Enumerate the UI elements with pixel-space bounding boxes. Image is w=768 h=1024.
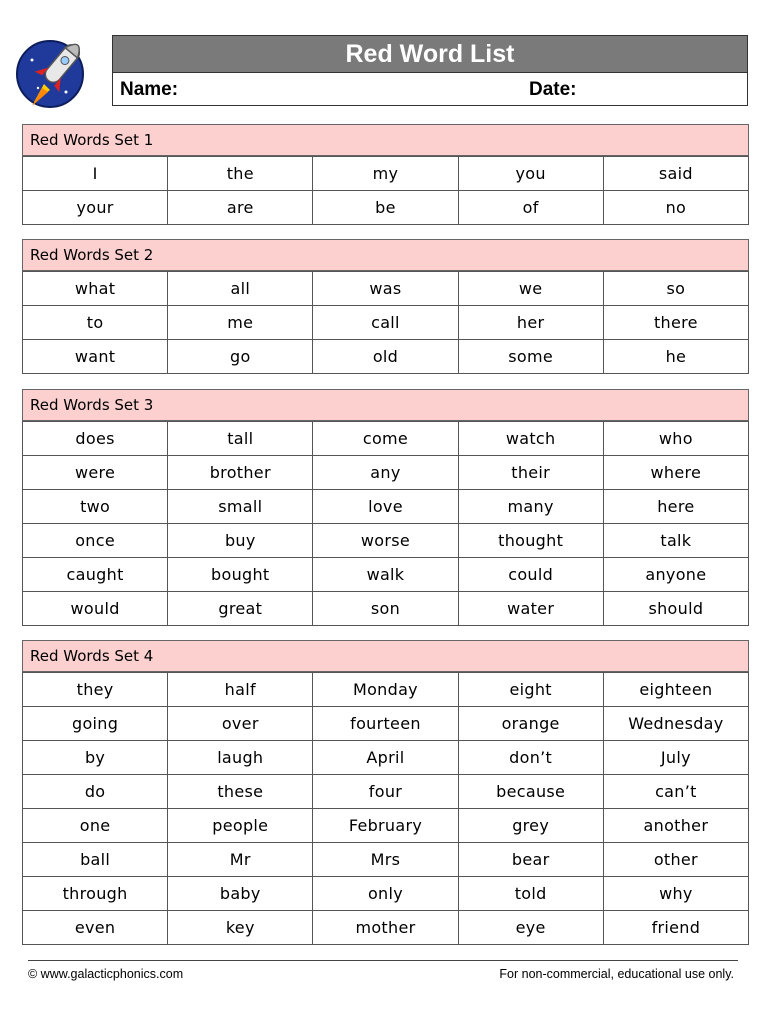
word-cell: Wednesday bbox=[603, 707, 748, 741]
footer-usage-note: For non-commercial, educational use only. bbox=[499, 967, 734, 981]
page-title: Red Word List bbox=[113, 36, 747, 73]
word-cell: me bbox=[168, 306, 313, 340]
word-cell: key bbox=[168, 911, 313, 945]
word-table bbox=[22, 271, 749, 374]
date-label: Date: bbox=[529, 79, 577, 100]
word-cell: want bbox=[23, 340, 168, 374]
table-row bbox=[23, 524, 749, 558]
table-row bbox=[23, 191, 749, 225]
table-row bbox=[23, 911, 749, 945]
table-row bbox=[23, 707, 749, 741]
word-cell: he bbox=[603, 340, 748, 374]
rocket-icon bbox=[14, 26, 96, 112]
word-cell: said bbox=[603, 157, 748, 191]
word-cell: tall bbox=[168, 422, 313, 456]
word-cell: even bbox=[23, 911, 168, 945]
word-cell: another bbox=[603, 809, 748, 843]
word-cell: what bbox=[23, 272, 168, 306]
word-cell: some bbox=[458, 340, 603, 374]
table-row bbox=[23, 558, 749, 592]
word-cell: caught bbox=[23, 558, 168, 592]
table-row bbox=[23, 306, 749, 340]
word-cell: can’t bbox=[603, 775, 748, 809]
table-row bbox=[23, 272, 749, 306]
red-words-set-3 bbox=[22, 389, 749, 626]
word-cell: who bbox=[603, 422, 748, 456]
table-row bbox=[23, 775, 749, 809]
word-cell: could bbox=[458, 558, 603, 592]
word-table bbox=[22, 672, 749, 945]
word-cell: we bbox=[458, 272, 603, 306]
table-row bbox=[23, 843, 749, 877]
word-cell: there bbox=[603, 306, 748, 340]
word-cell: go bbox=[168, 340, 313, 374]
word-cell: my bbox=[313, 157, 458, 191]
table-row bbox=[23, 673, 749, 707]
word-cell: buy bbox=[168, 524, 313, 558]
word-cell: be bbox=[313, 191, 458, 225]
word-cell: of bbox=[458, 191, 603, 225]
footer-divider bbox=[28, 960, 738, 961]
word-cell: once bbox=[23, 524, 168, 558]
word-cell: no bbox=[603, 191, 748, 225]
header-box bbox=[112, 35, 748, 106]
word-cell: many bbox=[458, 490, 603, 524]
word-cell: only bbox=[313, 877, 458, 911]
word-cell: to bbox=[23, 306, 168, 340]
word-cell: bought bbox=[168, 558, 313, 592]
word-cell: worse bbox=[313, 524, 458, 558]
red-words-set-2 bbox=[22, 239, 749, 374]
table-row bbox=[23, 490, 749, 524]
table-row bbox=[23, 157, 749, 191]
word-cell: were bbox=[23, 456, 168, 490]
word-cell: why bbox=[603, 877, 748, 911]
word-cell: brother bbox=[168, 456, 313, 490]
word-cell: great bbox=[168, 592, 313, 626]
word-cell: orange bbox=[458, 707, 603, 741]
red-words-set-1 bbox=[22, 124, 749, 225]
word-cell: fourteen bbox=[313, 707, 458, 741]
set-header: Red Words Set 2 bbox=[22, 239, 749, 271]
word-cell: baby bbox=[168, 877, 313, 911]
word-cell: their bbox=[458, 456, 603, 490]
word-cell: Mr bbox=[168, 843, 313, 877]
word-cell: Mrs bbox=[313, 843, 458, 877]
word-cell: here bbox=[603, 490, 748, 524]
word-cell: I bbox=[23, 157, 168, 191]
name-label: Name: bbox=[120, 79, 179, 100]
name-date-row bbox=[113, 73, 747, 107]
word-cell: son bbox=[313, 592, 458, 626]
word-cell: Monday bbox=[313, 673, 458, 707]
table-row bbox=[23, 592, 749, 626]
word-cell: ball bbox=[23, 843, 168, 877]
set-header: Red Words Set 1 bbox=[22, 124, 749, 156]
word-cell: anyone bbox=[603, 558, 748, 592]
word-cell: call bbox=[313, 306, 458, 340]
word-table bbox=[22, 421, 749, 626]
word-cell: all bbox=[168, 272, 313, 306]
word-cell: eighteen bbox=[603, 673, 748, 707]
word-cell: would bbox=[23, 592, 168, 626]
word-table bbox=[22, 156, 749, 225]
word-cell: does bbox=[23, 422, 168, 456]
word-cell: one bbox=[23, 809, 168, 843]
word-cell: two bbox=[23, 490, 168, 524]
word-cell: bear bbox=[458, 843, 603, 877]
word-cell: the bbox=[168, 157, 313, 191]
word-cell: these bbox=[168, 775, 313, 809]
table-row bbox=[23, 456, 749, 490]
footer-copyright: © www.galacticphonics.com bbox=[28, 967, 184, 981]
word-cell: your bbox=[23, 191, 168, 225]
red-words-set-4 bbox=[22, 640, 749, 945]
word-cell: told bbox=[458, 877, 603, 911]
table-row bbox=[23, 340, 749, 374]
word-cell: eight bbox=[458, 673, 603, 707]
word-cell: through bbox=[23, 877, 168, 911]
word-cell: thought bbox=[458, 524, 603, 558]
table-row bbox=[23, 422, 749, 456]
word-cell: July bbox=[603, 741, 748, 775]
word-cell: you bbox=[458, 157, 603, 191]
table-row bbox=[23, 741, 749, 775]
word-cell: because bbox=[458, 775, 603, 809]
word-cell: love bbox=[313, 490, 458, 524]
word-cell: February bbox=[313, 809, 458, 843]
word-cell: so bbox=[603, 272, 748, 306]
set-header: Red Words Set 3 bbox=[22, 389, 749, 421]
word-cell: old bbox=[313, 340, 458, 374]
word-cell: her bbox=[458, 306, 603, 340]
word-cell: watch bbox=[458, 422, 603, 456]
word-cell: walk bbox=[313, 558, 458, 592]
word-cell: where bbox=[603, 456, 748, 490]
word-cell: should bbox=[603, 592, 748, 626]
word-cell: other bbox=[603, 843, 748, 877]
word-cell: laugh bbox=[168, 741, 313, 775]
word-cell: are bbox=[168, 191, 313, 225]
word-cell: mother bbox=[313, 911, 458, 945]
set-header: Red Words Set 4 bbox=[22, 640, 749, 672]
word-cell: April bbox=[313, 741, 458, 775]
word-cell: talk bbox=[603, 524, 748, 558]
word-cell: friend bbox=[603, 911, 748, 945]
word-cell: going bbox=[23, 707, 168, 741]
table-row bbox=[23, 809, 749, 843]
word-cell: was bbox=[313, 272, 458, 306]
table-row bbox=[23, 877, 749, 911]
word-cell: four bbox=[313, 775, 458, 809]
word-cell: people bbox=[168, 809, 313, 843]
word-cell: small bbox=[168, 490, 313, 524]
word-cell: do bbox=[23, 775, 168, 809]
word-cell: by bbox=[23, 741, 168, 775]
word-cell: they bbox=[23, 673, 168, 707]
word-cell: don’t bbox=[458, 741, 603, 775]
word-cell: come bbox=[313, 422, 458, 456]
word-cell: eye bbox=[458, 911, 603, 945]
word-cell: over bbox=[168, 707, 313, 741]
word-cell: any bbox=[313, 456, 458, 490]
word-cell: grey bbox=[458, 809, 603, 843]
word-cell: half bbox=[168, 673, 313, 707]
word-cell: water bbox=[458, 592, 603, 626]
